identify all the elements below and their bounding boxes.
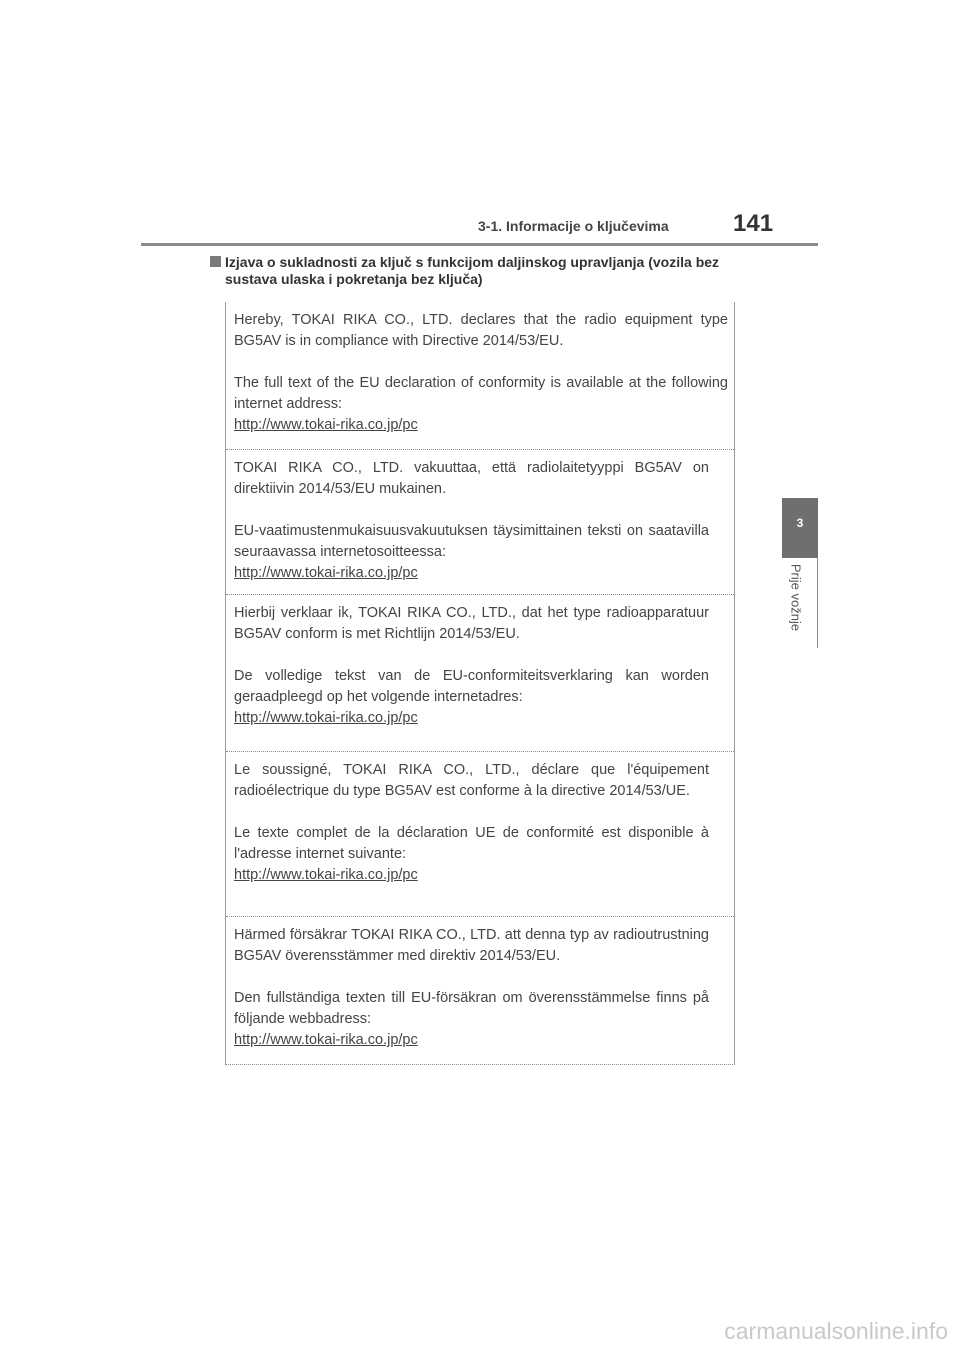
chapter-number: 3 xyxy=(796,516,804,530)
declaration-finnish xyxy=(226,450,734,595)
declaration-statement: TOKAI RIKA CO., LTD. vakuuttaa, että radiolaitetyyppi BG5AV on direktiivin 2014/53/EU mukainen. xyxy=(234,460,709,497)
header-rule xyxy=(141,243,818,246)
declaration-statement: Hierbij verklaar ik, TOKAI RIKA CO., LTD., dat het type radioapparatuur BG5AV conform is met Richtlijn 2014/53/EU. xyxy=(234,605,709,642)
section-title: 3-1. Informacije o ključevima xyxy=(478,218,669,234)
declaration-availability: Le texte complet de la déclaration UE de conformité est disponible à l'adresse internet suivante: xyxy=(234,825,709,862)
declaration-availability: EU-vaatimustenmukaisuusvakuutuksen täysimittainen teksti on saatavilla seuraavassa internetosoitteessa: xyxy=(234,523,709,560)
chapter-tab-rule xyxy=(817,558,818,648)
section-heading-text: Izjava o sukladnosti za ključ s funkcijom daljinskog upravljanja (vozila bez sustava ulaska i pokretanja bez ključa) xyxy=(225,254,720,287)
declaration-statement: Le soussigné, TOKAI RIKA CO., LTD., déclare que l'équipement radioélectrique du type BG5AV est conforme à la directive 2014/53/UE. xyxy=(234,762,709,799)
declaration-box xyxy=(225,302,735,1065)
section-heading xyxy=(210,254,750,288)
declaration-availability: Den fullständiga texten till EU-försäkran om överensstämmelse finns på följande webbadress: xyxy=(234,990,709,1027)
declaration-availability: The full text of the EU declaration of conformity is available at the following internet address: xyxy=(234,375,728,412)
page-number: 141 xyxy=(733,210,774,237)
declaration-url-link[interactable]: http://www.tokai-rika.co.jp/pc xyxy=(234,867,418,883)
site-watermark: carmanualsonline.info xyxy=(724,1318,948,1344)
square-bullet-icon xyxy=(210,256,221,267)
declaration-statement: Hereby, TOKAI RIKA CO., LTD. declares that the radio equipment type BG5AV is in compliance with Directive 2014/53/EU. xyxy=(234,312,728,349)
declaration-availability: De volledige tekst van de EU-conformiteitsverklaring kan worden geraadpleegd op het volgende internetadres: xyxy=(234,668,709,705)
declaration-url-link[interactable]: http://www.tokai-rika.co.jp/pc xyxy=(234,565,418,581)
declaration-url-link[interactable]: http://www.tokai-rika.co.jp/pc xyxy=(234,1032,418,1048)
declaration-dutch xyxy=(226,595,734,752)
chapter-tab[interactable] xyxy=(782,498,818,558)
chapter-label: Prije vožnje xyxy=(788,563,804,632)
declaration-url-link[interactable]: http://www.tokai-rika.co.jp/pc xyxy=(234,710,418,726)
declaration-statement: Härmed försäkrar TOKAI RIKA CO., LTD. att denna typ av radioutrustning BG5AV överensstämmer med direktiv 2014/53/EU. xyxy=(234,927,709,964)
declaration-english xyxy=(226,302,734,450)
declaration-swedish xyxy=(226,917,734,1064)
declaration-french xyxy=(226,752,734,917)
declaration-url-link[interactable]: http://www.tokai-rika.co.jp/pc xyxy=(234,417,418,433)
